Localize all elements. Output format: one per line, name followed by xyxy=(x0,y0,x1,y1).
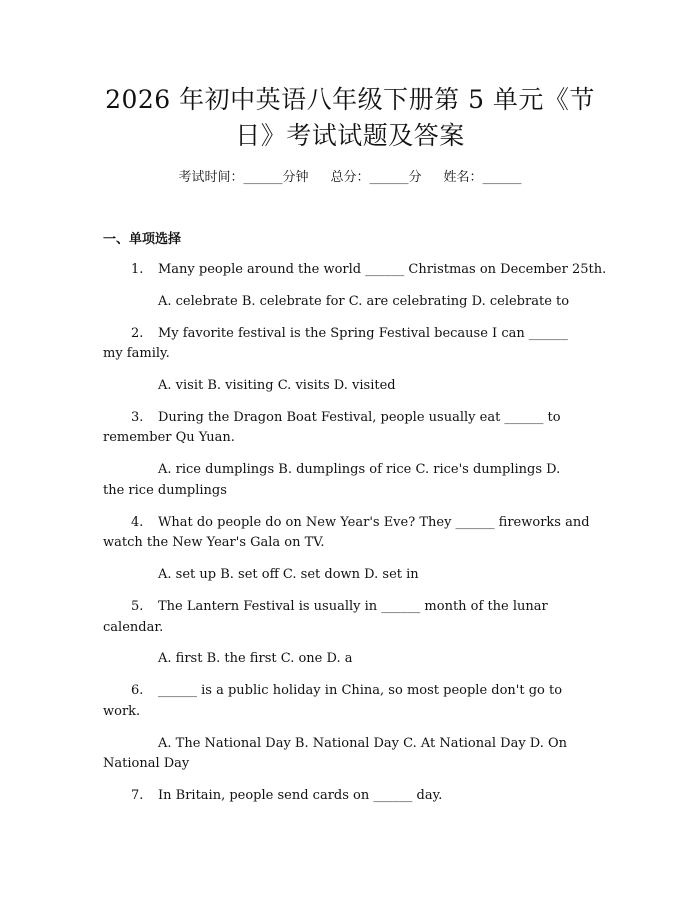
question-3 xyxy=(131,408,561,428)
question-1 xyxy=(131,260,606,280)
question-number: 7. xyxy=(131,788,144,803)
document-title-line-2: 日》考试试题及答案 xyxy=(235,121,465,150)
question-2-continuation: my family. xyxy=(103,346,170,361)
question-text: The Lantern Festival is usually in ______ month of the lunar xyxy=(158,599,548,614)
question-2 xyxy=(131,324,568,344)
question-6-options: A. The National Day B. National Day C. At National Day D. On xyxy=(158,736,568,751)
question-3-continuation: remember Qu Yuan. xyxy=(103,430,235,445)
question-1-options: A. celebrate B. celebrate for C. are celebrating D. celebrate to xyxy=(158,294,570,309)
question-6-options-continuation: National Day xyxy=(103,756,190,771)
total-score: 总分：______分 xyxy=(330,170,422,185)
question-6 xyxy=(131,681,562,701)
question-3-options-continuation: the rice dumplings xyxy=(103,483,227,498)
question-text: My favorite festival is the Spring Festival because I can ______ xyxy=(158,326,568,341)
student-name: 姓名：______ xyxy=(443,170,522,185)
exam-info xyxy=(0,168,700,188)
question-number: 2. xyxy=(131,326,144,341)
section-heading: 一、单项选择 xyxy=(103,232,182,247)
question-number: 1. xyxy=(131,262,144,277)
question-5-continuation: calendar. xyxy=(103,620,164,635)
question-7 xyxy=(131,786,442,806)
question-4-continuation: watch the New Year's Gala on TV. xyxy=(103,535,325,550)
question-4-options: A. set up B. set off C. set down D. set in xyxy=(158,567,419,582)
question-text: What do people do on New Year's Eve? They ______ fireworks and xyxy=(158,515,590,530)
exam-time: 考试时间：______分钟 xyxy=(178,170,309,185)
question-5-options: A. first B. the first C. one D. a xyxy=(158,651,353,666)
question-text: During the Dragon Boat Festival, people usually eat ______ to xyxy=(158,410,561,425)
question-number: 6. xyxy=(131,683,144,698)
document-title-line-1: 2026 年初中英语八年级下册第 5 单元《节 xyxy=(105,85,595,114)
question-number: 5. xyxy=(131,599,144,614)
question-text: Many people around the world ______ Christmas on December 25th. xyxy=(158,262,607,277)
question-text: ______ is a public holiday in China, so most people don't go to xyxy=(158,683,563,698)
question-text: In Britain, people send cards on ______ day. xyxy=(158,788,443,803)
question-2-options: A. visit B. visiting C. visits D. visited xyxy=(158,378,396,393)
question-5 xyxy=(131,597,548,617)
question-number: 3. xyxy=(131,410,144,425)
question-6-continuation: work. xyxy=(103,704,141,719)
question-3-options: A. rice dumplings B. dumplings of rice C. rice's dumplings D. xyxy=(158,462,561,477)
question-4 xyxy=(131,513,590,533)
question-number: 4. xyxy=(131,515,144,530)
